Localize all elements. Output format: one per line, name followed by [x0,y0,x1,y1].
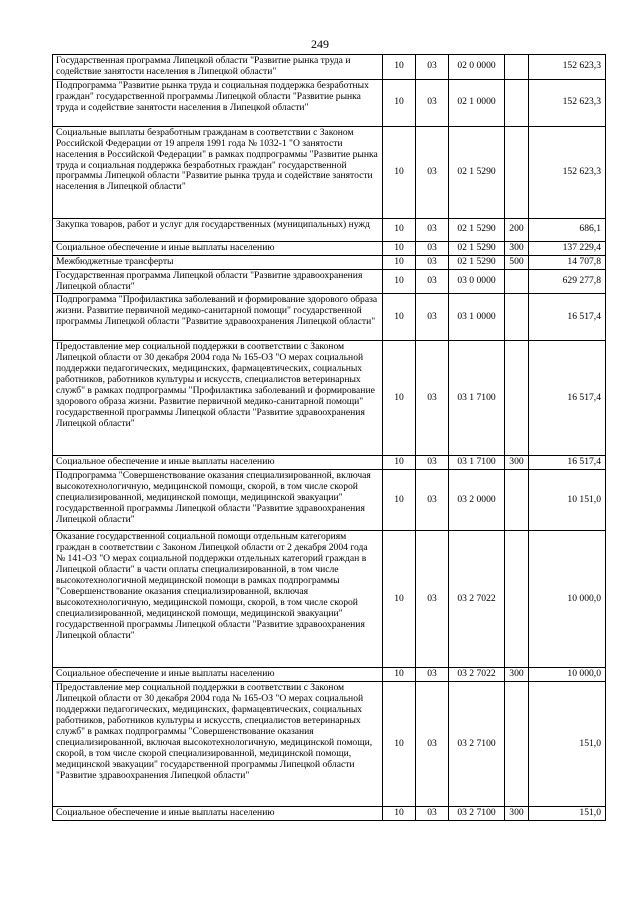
row-target: 02 1 0000 [449,79,505,126]
page-number: 249 [311,37,329,51]
row-expense-type [505,55,529,80]
row-section: 10 [383,294,416,341]
row-subsection: 03 [416,807,449,821]
row-target: 03 1 7100 [449,456,505,470]
table-row [53,294,606,341]
row-name: Социальное обеспечение и иные выплаты населению [53,456,383,470]
row-expense-type [505,126,529,218]
row-expense-type: 300 [505,456,529,470]
row-name: Социальное обеспечение и иные выплаты населению [53,241,383,255]
row-amount: 151,0 [529,807,606,821]
row-target: 02 1 5290 [449,126,505,218]
row-expense-type [505,341,529,456]
row-target: 03 2 7100 [449,682,505,807]
row-section: 10 [383,341,416,456]
row-section: 10 [383,682,416,807]
row-name: Подпрограмма "Развитие рынка труда и социальная поддержка безработных граждан" государственной программы Липецкой области "Развитие рынка труда и содействие занятости населения в Липецкой области" [53,79,383,126]
table-row [53,269,606,294]
table-row [53,341,606,456]
row-name: Межбюджетные трансферты [53,255,383,269]
row-subsection: 03 [416,456,449,470]
row-name: Государственная программа Липецкой области "Развитие здравоохранения Липецкой области" [53,269,383,294]
row-expense-type: 300 [505,668,529,682]
row-subsection: 03 [416,55,449,80]
row-target: 03 2 7100 [449,807,505,821]
table-row [53,668,606,682]
row-section: 10 [383,241,416,255]
row-name: Предоставление мер социальной поддержки в соответствии с Законом Липецкой области от 30 декабря 2004 года № 165-ОЗ "О мерах социальной поддержки педагогических, медицинских, фармацевтических, социальных работников, работников культуры и искусств, специалистов ветеринарных служб" в рамках подпрограммы "Совершенствование оказания специализированной, включая высокотехнологичную, медицинской помощи, скорой, в том числе скорой специализированной, медицинской помощи, медицинской эвакуации" государственной программы Липецкой области "Развитие здравоохранения Липецкой области" [53,682,383,807]
row-target: 02 1 5290 [449,218,505,241]
row-subsection: 03 [416,269,449,294]
row-name: Подпрограмма "Совершенствование оказания специализированной, включая высокотехнологичную, медицинской помощи, скорой, в том числе скорой специализированной, медицинской помощи, медицинской эвакуации" государственной программы Липецкой области "Развитие здравоохранения Липецкой области" [53,470,383,531]
row-target: 02 1 5290 [449,255,505,269]
row-expense-type [505,682,529,807]
row-section: 10 [383,531,416,668]
row-expense-type [505,531,529,668]
row-subsection: 03 [416,682,449,807]
row-section: 10 [383,55,416,80]
row-amount: 151,0 [529,682,606,807]
row-name: Закупка товаров, работ и услуг для государственных (муниципальных) нужд [53,218,383,241]
row-amount: 16 517,4 [529,341,606,456]
table-row [53,255,606,269]
row-section: 10 [383,218,416,241]
table-row [53,456,606,470]
row-amount: 137 229,4 [529,241,606,255]
row-expense-type [505,79,529,126]
row-expense-type: 200 [505,218,529,241]
row-amount: 14 707,8 [529,255,606,269]
row-subsection: 03 [416,341,449,456]
row-section: 10 [383,807,416,821]
row-target: 03 0 0000 [449,269,505,294]
row-expense-type [505,294,529,341]
table-row [53,218,606,241]
row-name: Социальное обеспечение и иные выплаты населению [53,668,383,682]
budget-table [52,54,606,821]
row-amount: 10 000,0 [529,531,606,668]
row-expense-type: 300 [505,807,529,821]
row-target: 03 2 7022 [449,668,505,682]
row-target: 02 0 0000 [449,55,505,80]
row-expense-type [505,470,529,531]
row-expense-type: 300 [505,241,529,255]
row-target: 03 2 7022 [449,531,505,668]
row-target: 02 1 5290 [449,241,505,255]
row-name: Оказание государственной социальной помощи отдельным категориям граждан в соответствии с Законом Липецкой области от 2 декабря 2004 года № 141-ОЗ "О мерах социальной поддержки отдельных категорий граждан в Липецкой области" в части оплаты специализированной, в том числе высокотехнологичной медицинской помощи в рамках подпрограммы "Совершенствование оказания специализированной, включая высокотехнологичную, медицинской помощи, скорой, в том числе скорой специализированной, медицинской помощи, медицинской эвакуации" государственной программы Липецкой области "Развитие здравоохранения Липецкой области" [53,531,383,668]
row-amount: 152 623,3 [529,55,606,80]
row-amount: 629 277,8 [529,269,606,294]
table-row [53,807,606,821]
row-subsection: 03 [416,126,449,218]
row-name: Социальные выплаты безработным гражданам в соответствии с Законом Российской Федерации от 19 апреля 1991 года № 1032-1 "О занятости населения в Российской Федерации" в рамках подпрограммы "Развитие рынка труда и социальная поддержка безработных граждан" государственной программы Липецкой области "Развитие рынка труда и содействие занятости населения в Липецкой области" [53,126,383,218]
row-expense-type: 500 [505,255,529,269]
table-row [53,470,606,531]
row-expense-type [505,269,529,294]
row-section: 10 [383,79,416,126]
row-target: 03 1 7100 [449,341,505,456]
table-row [53,531,606,668]
row-name: Государственная программа Липецкой области "Развитие рынка труда и содействие занятости населения в Липецкой области" [53,55,383,80]
row-name: Предоставление мер социальной поддержки в соответствии с Законом Липецкой области от 30 декабря 2004 года № 165-ОЗ "О мерах социальной поддержки педагогических, медицинских, фармацевтических, социальных работников, работников культуры и искусств, специалистов ветеринарных служб" в рамках подпрограммы "Профилактика заболеваний и формирование здорового образа жизни. Развитие первичной медико-санитарной помощи" государственной программы Липецкой области "Развитие здравоохранения Липецкой области" [53,341,383,456]
row-section: 10 [383,668,416,682]
row-amount: 10 000,0 [529,668,606,682]
row-subsection: 03 [416,470,449,531]
row-target: 03 2 0000 [449,470,505,531]
table-row [53,241,606,255]
row-subsection: 03 [416,668,449,682]
table-row [53,79,606,126]
row-amount: 686,1 [529,218,606,241]
row-subsection: 03 [416,218,449,241]
row-subsection: 03 [416,294,449,341]
table-row [53,126,606,218]
row-subsection: 03 [416,255,449,269]
row-amount: 16 517,4 [529,456,606,470]
row-section: 10 [383,126,416,218]
row-subsection: 03 [416,241,449,255]
row-section: 10 [383,470,416,531]
row-subsection: 03 [416,531,449,668]
table-row [53,682,606,807]
row-section: 10 [383,456,416,470]
row-name: Социальное обеспечение и иные выплаты населению [53,807,383,821]
row-section: 10 [383,255,416,269]
row-amount: 16 517,4 [529,294,606,341]
row-subsection: 03 [416,79,449,126]
table-row [53,55,606,80]
row-section: 10 [383,269,416,294]
row-amount: 152 623,3 [529,126,606,218]
row-amount: 10 151,0 [529,470,606,531]
row-name: Подпрограмма "Профилактика заболеваний и формирование здорового образа жизни. Развитие первичной медико-санитарной помощи" государственной программы Липецкой области "Развитие здравоохранения Липецкой области" [53,294,383,341]
row-target: 03 1 0000 [449,294,505,341]
row-amount: 152 623,3 [529,79,606,126]
